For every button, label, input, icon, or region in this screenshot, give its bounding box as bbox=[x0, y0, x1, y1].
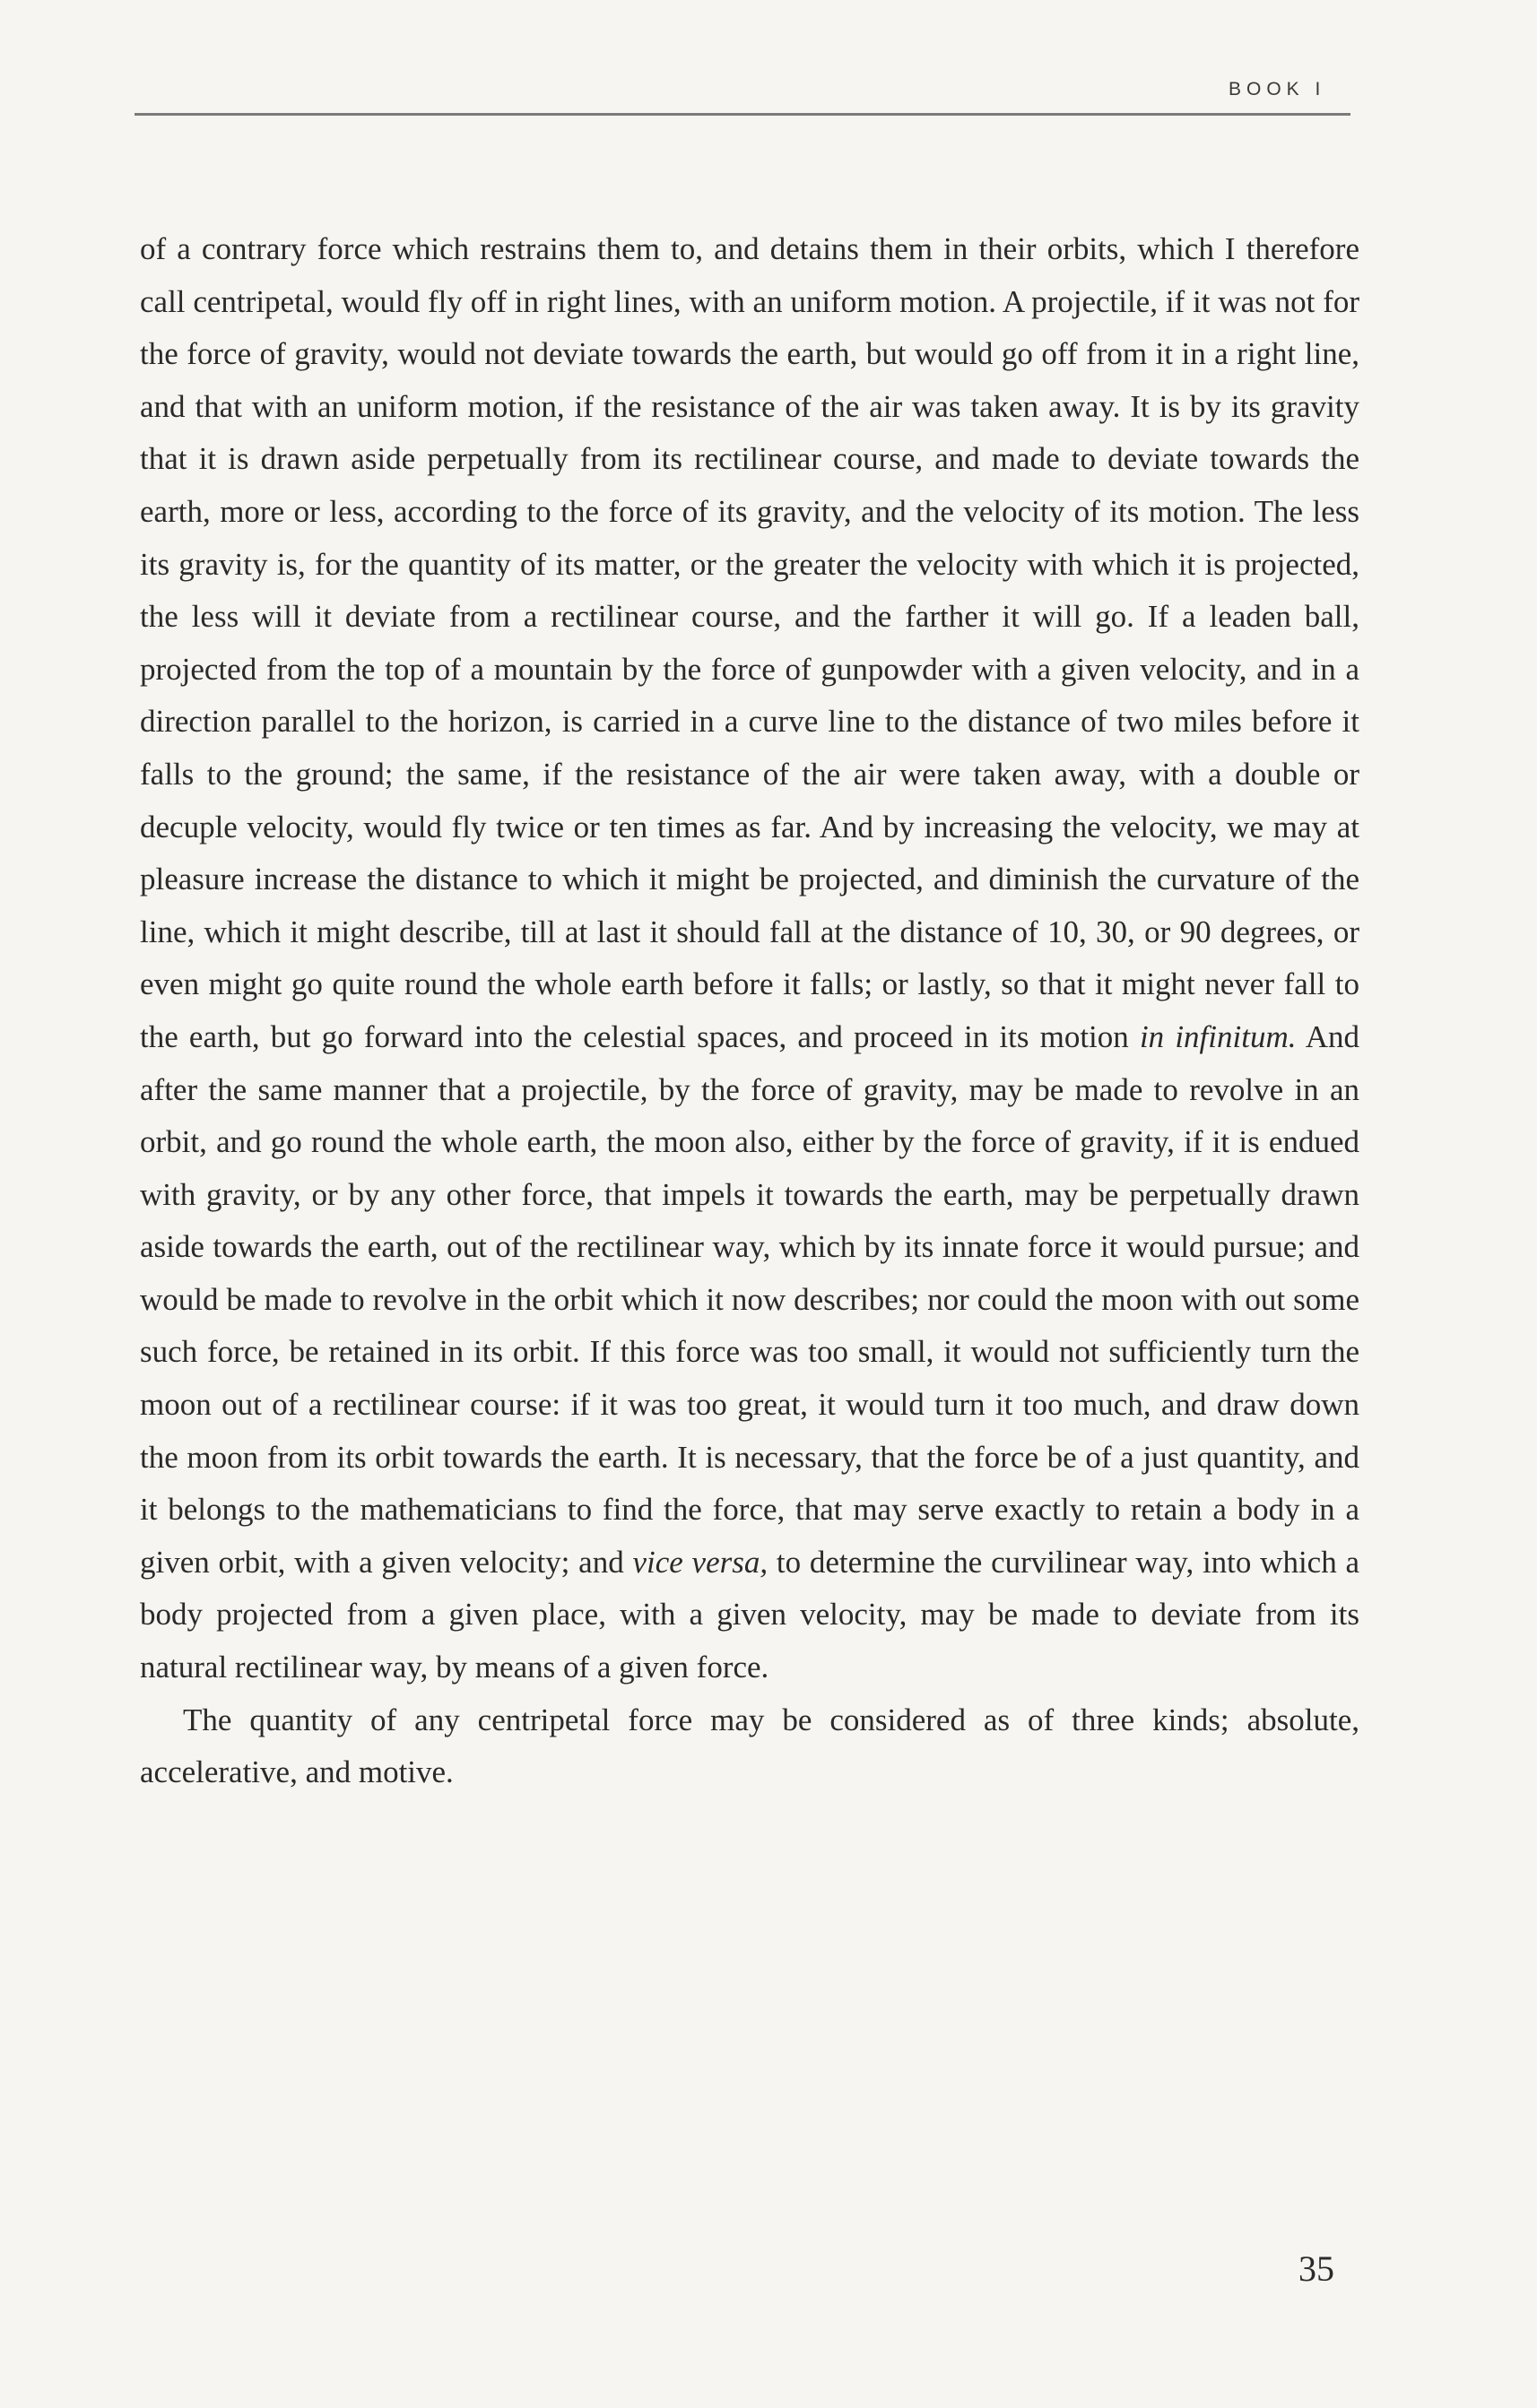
header-rule bbox=[135, 113, 1350, 116]
paragraph-1 bbox=[140, 223, 1359, 1694]
paragraph-1-text-c: to determine the curvilinear way, into which a body projected from a given place, with a given velocity, may be made to deviate from its natural rectilinear way, by means of a given force. bbox=[140, 1544, 1359, 1685]
italic-in-infinitum: in infinitum. bbox=[1139, 1018, 1297, 1054]
paragraph-1-text-b: And after the same manner that a projectile, by the force of gravity, may be made to revolve in an orbit, and go round the whole earth, the moon also, either by the force of gravity, if it is endued with gravity, or by any other force, that impels it towards the earth, may be perpetually drawn aside towards the earth, out of the rectilinear way, which by its innate force it would pursue; and would be made to revolve in the orbit which it now describes; nor could the moon with out some such force, be retained in its orbit. If this force was too small, it would not sufficiently turn the moon out of a rectilinear course: if it was too great, it would turn it too much, and draw down the moon from its orbit towards the earth. It is necessary, that the force be of a just quantity, and it belongs to the mathematicians to find the force, that may serve exactly to retain a body in a given orbit, with a given velocity; and bbox=[140, 1018, 1359, 1580]
paragraph-1-text-a: of a contrary force which restrains them to, and detains them in their orbits, which I therefore call centripetal, would fly off in right lines, with an uniform motion. A projectile, if it was not for the force of gravity, would not deviate towards the earth, but would go off from it in a right line, and that with an uniform motion, if the resistance of the air was taken away. It is by its gravity that it is drawn aside perpetually from its rectilinear course, and made to deviate towards the earth, more or less, according to the force of its gravity, and the velocity of its motion. The less its gravity is, for the quantity of its matter, or the greater the velocity with which it is projected, the less will it deviate from a rectilinear course, and the farther it will go. If a leaden ball, projected from the top of a mountain by the force of gunpowder with a given velocity, and in a direction parallel to the horizon, is carried in a curve line to the distance of two miles before it falls to the ground; the same, if the resistance of the air were taken away, with a double or decuple velocity, would fly twice or ten times as far. And by increasing the velocity, we may at pleasure increase the distance to which it might be projected, and diminish the curvature of the line, which it might describe, till at last it should fall at the distance of 10, 30, or 90 degrees, or even might go quite round the whole earth before it falls; or lastly, so that it might never fall to the earth, but go forward into the celestial spaces, and proceed in its motion bbox=[140, 231, 1359, 1054]
running-head: BOOK I bbox=[1229, 79, 1326, 100]
italic-vice-versa: vice versa, bbox=[632, 1544, 768, 1580]
body-text bbox=[140, 223, 1359, 1799]
paragraph-2: The quantity of any centripetal force may be considered as of three kinds; absolute, accelerative, and motive. bbox=[140, 1702, 1359, 1790]
page-number: 35 bbox=[1298, 2248, 1334, 2289]
